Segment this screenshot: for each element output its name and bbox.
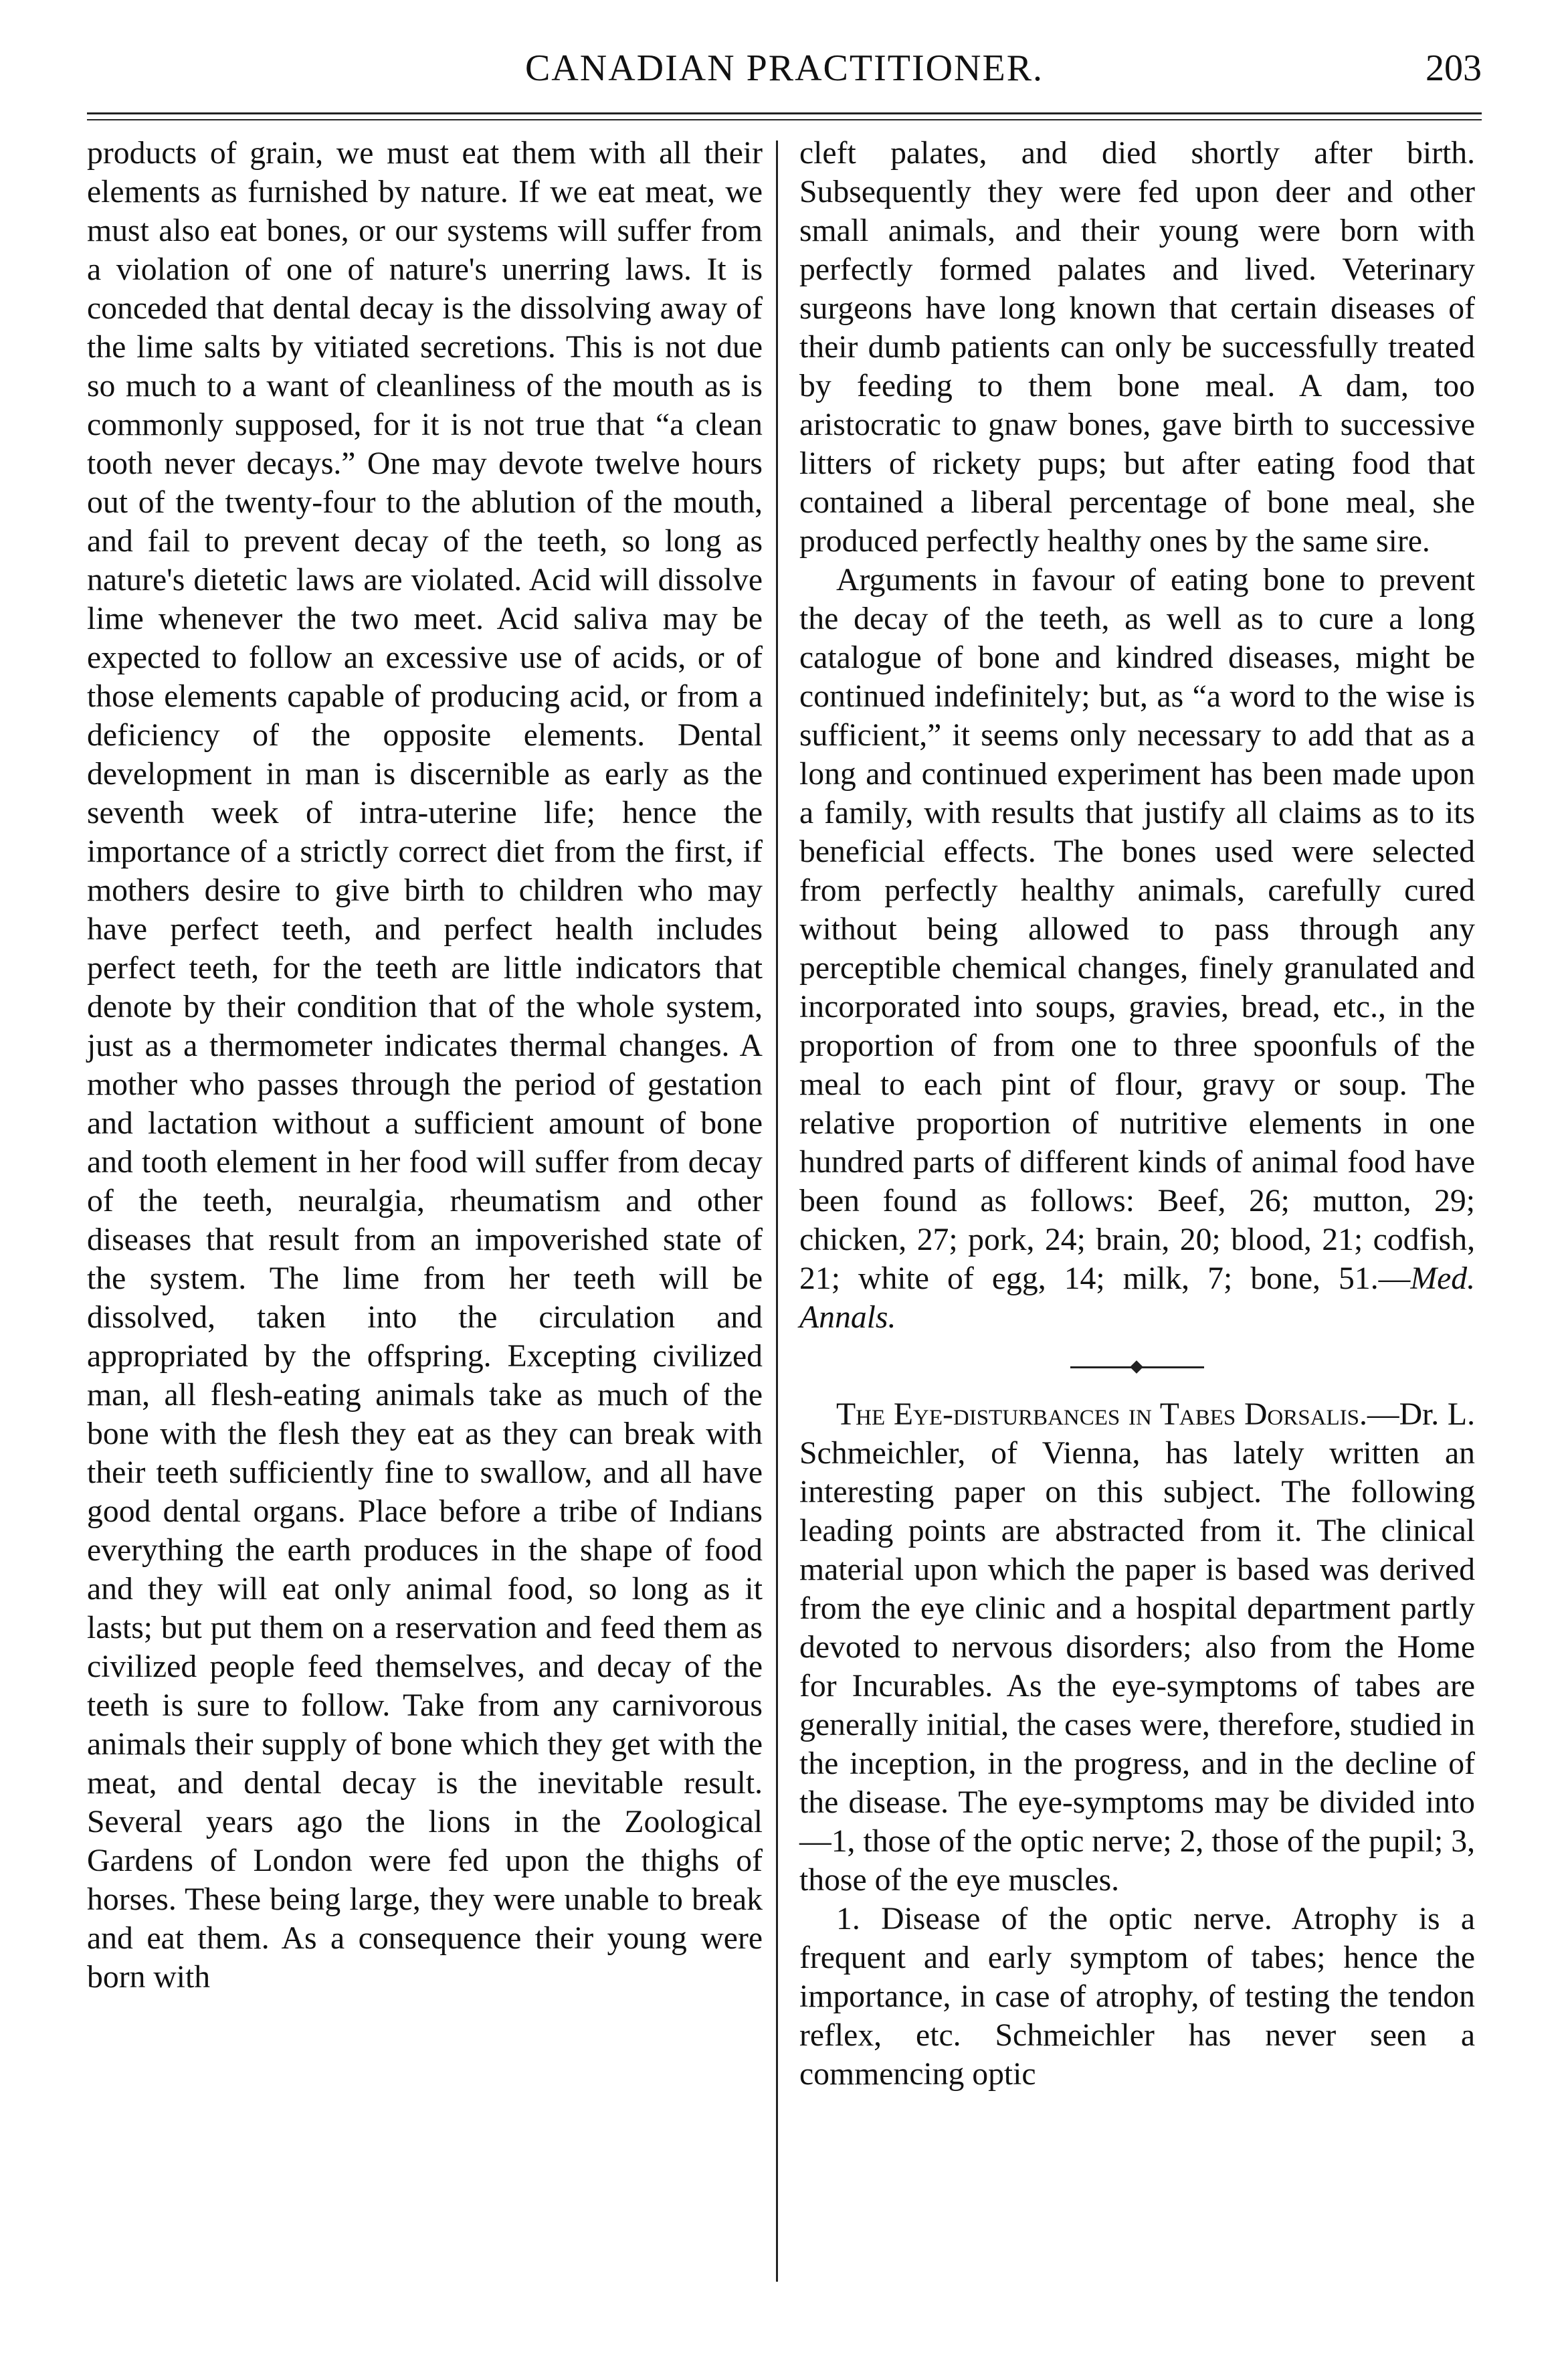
body-paragraph xyxy=(799,561,1475,1337)
page-number: 203 xyxy=(1426,48,1482,89)
body-paragraph: cleft palates, and died shortly after birth. Subsequently they were fed upon deer and other small animals, and their young were born with perfectly formed palates and lived. Veterinary surgeons have long known that certain diseases of their dumb patients can only be successfully treated by feeding to them bone meal. A dam, too aristocratic to gnaw bones, gave birth to successive litters of rickety pups; but after eating food that contained a liberal percentage of bone meal, she produced perfectly healthy ones by the same sire. xyxy=(799,135,1475,559)
journal-title: CANADIAN PRACTITIONER. xyxy=(524,48,1044,89)
body-paragraph: 1. Disease of the optic nerve. Atrophy is a frequent and early symptom of tabes; hence the importance, in case of atrophy, of testing the tendon reflex, etc. Schmeichler has never seen a commencing optic xyxy=(799,1901,1475,2092)
section-break-ornament xyxy=(1070,1366,1204,1368)
citation-source: Med. Annals. xyxy=(799,1261,1475,1335)
running-head xyxy=(87,47,1482,100)
article-paragraph xyxy=(799,1395,1475,1900)
column-divider xyxy=(776,141,778,2282)
header-rule-top xyxy=(87,112,1482,114)
paragraph-text: —Dr. L. Schmeichler, of Vienna, has lately written an interesting paper on this subject. The following leading points are abstracted from it. The clinical material upon which the paper is based was derived from the eye clinic and a hospital department partly devoted to nervous disorders; also from the Home for Incurables. As the eye-symptoms of tabes are generally initial, the cases were, therefore, studied in the inception, in the progress, and in the decline of the disease. The eye-symptoms may be divided into—1, those of the optic nerve; 2, those of the pupil; 3, those of the eye muscles. xyxy=(799,1396,1475,1898)
paragraph-text: Arguments in favour of eating bone to prevent the decay of the teeth, as well as to cure a long catalogue of bone and kindred diseases, might be continued indefinitely; but, as “a word to the wise is sufficient,” it seems only necessary to add that as a long and continued experiment has been made upon a family, with results that justify all claims as to its beneficial effects. The bones used were selected from perfectly healthy animals, carefully cured without being allowed to pass through any perceptible chemical changes, finely granulated and incorporated into soups, gravies, bread, etc., in the proportion of from one to three spoonfuls of the meal to each pint of flour, gravy or soup. The relative proportion of nutritive elements in one hundred parts of different kinds of animal food have been found as follows: Beef, 26; mutton, 29; chicken, 27; pork, 24; brain, 20; blood, 21; codfish, 21; white of egg, 14; milk, 7; bone, 51.— xyxy=(799,562,1475,1296)
right-column xyxy=(799,134,1475,2094)
article-heading: The Eye-disturbances in Tabes Dorsalis. xyxy=(836,1396,1367,1432)
left-column xyxy=(87,134,763,1997)
body-paragraph: products of grain, we must eat them with all their elements as furnished by nature. If we eat meat, we must also eat bones, or our systems will suffer from a violation of one of nature's unerring laws. It is conceded that dental decay is the dissolving away of the lime salts by vitiated secretions. This is not due so much to a want of cleanliness of the mouth as is commonly supposed, for it is not true that “a clean tooth never decays.” One may devote twelve hours out of the twenty-four to the ablution of the mouth, and fail to prevent decay of the teeth, so long as nature's dietetic laws are violated. Acid will dissolve lime whenever the two meet. Acid saliva may be expected to follow an excessive use of acids, or of those elements capable of producing acid, or from a deficiency of the opposite elements. Dental development in man is discernible as early as the seventh week of intra-uterine life; hence the importance of a strictly correct diet from the first, if mothers desire to give birth to children who may have perfect teeth, and perfect health includes perfect teeth, for the teeth are little indicators that denote by their condition that of the whole system, just as a thermometer indicates thermal changes. A mother who passes through the period of gestation and lactation without a sufficient amount of bone and tooth element in her food will suffer from decay of the teeth, neuralgia, rheumatism and other diseases that result from an impoverished state of the system. The lime from her teeth will be dissolved, taken into the circulation and appropriated by the offspring. Excepting civilized man, all flesh-eating animals take as much of the bone with the flesh they eat as they can break with their teeth sufficiently fine to swallow, and all have good dental organs. Place before a tribe of Indians everything the earth produces in the shape of food and they will eat only animal food, so long as it lasts; but put them on a reservation and feed them as civilized people feed themselves, and decay of the teeth is sure to follow. Take from any carnivorous animals their supply of bone which they get with the meat, and dental decay is the inevitable result. Several years ago the lions in the Zoological Gardens of London were fed upon the thighs of horses. These being large, they were unable to break and eat them. As a consequence their young were born with xyxy=(87,135,763,1995)
header-rule-bottom xyxy=(87,119,1482,120)
